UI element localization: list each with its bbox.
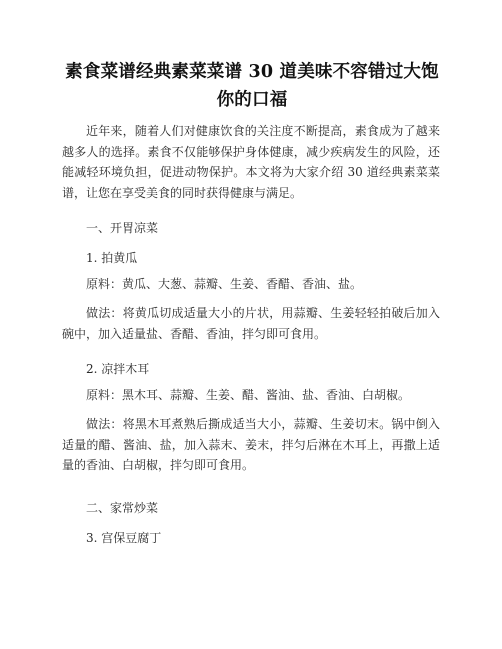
section-heading: 一、开胃凉菜 (86, 221, 159, 235)
dish-title: 1. 拍黄瓜 (86, 251, 138, 265)
dish-ingredients: 原料：黑木耳、蒜瓣、生姜、醋、酱油、盐、香油、白胡椒。 (86, 388, 411, 402)
section-heading: 二、家常炒菜 (86, 501, 159, 515)
dish-method: 做法：将黄瓜切成适量大小的片状，用蒜瓣、生姜轻轻拍破后加入碗中，加入适量盐、香醋、香油，拌匀即可食用。 (62, 306, 440, 341)
intro-paragraph: 近年来，随着人们对健康饮食的关注度不断提高，素食成为了越来越多人的选择。素食不仅能够保护身体健康，减少疾病发生的风险，还能减轻环境负担，促进动物保护。本文将为大家介绍 30 道经典素菜菜谱，让您在享受美食的同时获得健康与满足。 (62, 124, 440, 200)
page-title: 素食菜谱经典素菜菜谱 30 道美味不容错过大饱你的口福 (65, 62, 439, 110)
dish-method: 做法：将黑木耳煮熟后撕成适当大小，蒜瓣、生姜切末。锅中倒入适量的醋、酱油、盐，加入蒜末、姜末，拌匀后淋在木耳上，再撒上适量的香油、白胡椒，拌匀即可食用。 (62, 417, 440, 472)
dish-title: 3. 宫保豆腐丁 (86, 531, 162, 545)
dish-title: 2. 凉拌木耳 (86, 362, 150, 376)
dish-ingredients: 原料：黄瓜、大葱、蒜瓣、生姜、香醋、香油、盐。 (86, 277, 363, 291)
